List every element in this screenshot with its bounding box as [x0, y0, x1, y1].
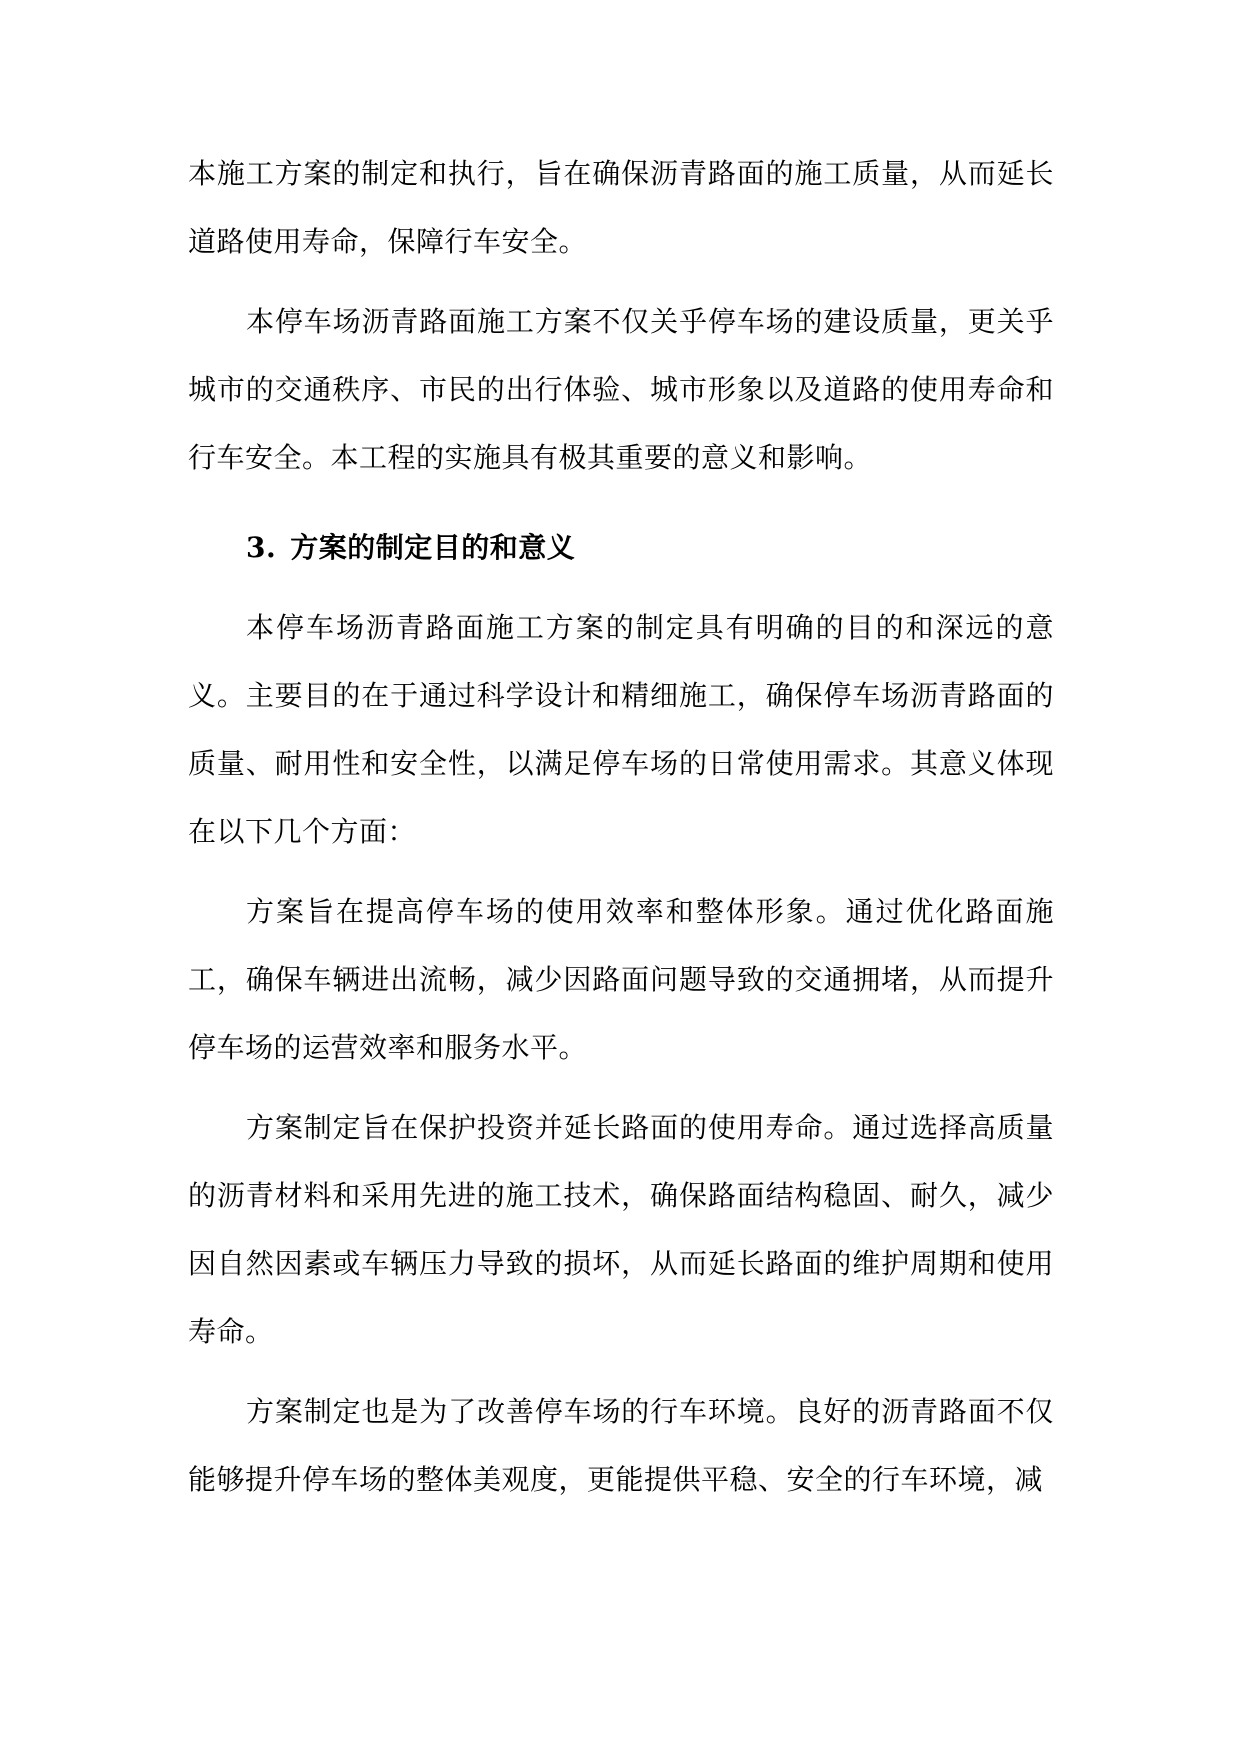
document-body: [188, 140, 1054, 1526]
paragraph-purpose-intro: 本停车场沥青路面施工方案的制定具有明确的目的和深远的意义。主要目的在于通过科学设计和精细施工，确保停车场沥青路面的质量、耐用性和安全性，以满足停车场的日常使用需求。其意义体现在以下几个方面：: [188, 611, 1054, 848]
section-number: 3.: [246, 531, 277, 564]
paragraph-environment: 方案制定也是为了改善停车场的行车环境。良好的沥青路面不仅能够提升停车场的整体美观度，更能提供平稳、安全的行车环境，减: [188, 1395, 1054, 1496]
paragraph-lifespan: 方案制定旨在保护投资并延长路面的使用寿命。通过选择高质量的沥青材料和采用先进的施工技术，确保路面结构稳固、耐久，减少因自然因素或车辆压力导致的损坏，从而延长路面的维护周期和使用寿命。: [188, 1111, 1054, 1348]
paragraph-efficiency: 方案旨在提高停车场的使用效率和整体形象。通过优化路面施工，确保车辆进出流畅，减少因路面问题导致的交通拥堵，从而提升停车场的运营效率和服务水平。: [188, 895, 1054, 1064]
section-title: 方案的制定目的和意义: [290, 531, 576, 564]
paragraph-significance: 本停车场沥青路面施工方案不仅关乎停车场的建设质量，更关乎城市的交通秩序、市民的出行体验、城市形象以及道路的使用寿命和行车安全。本工程的实施具有极其重要的意义和影响。: [188, 305, 1054, 474]
section-heading: [188, 514, 1054, 582]
paragraph-continuation: 本施工方案的制定和执行，旨在确保沥青路面的施工质量，从而延长道路使用寿命，保障行车安全。: [188, 157, 1054, 258]
